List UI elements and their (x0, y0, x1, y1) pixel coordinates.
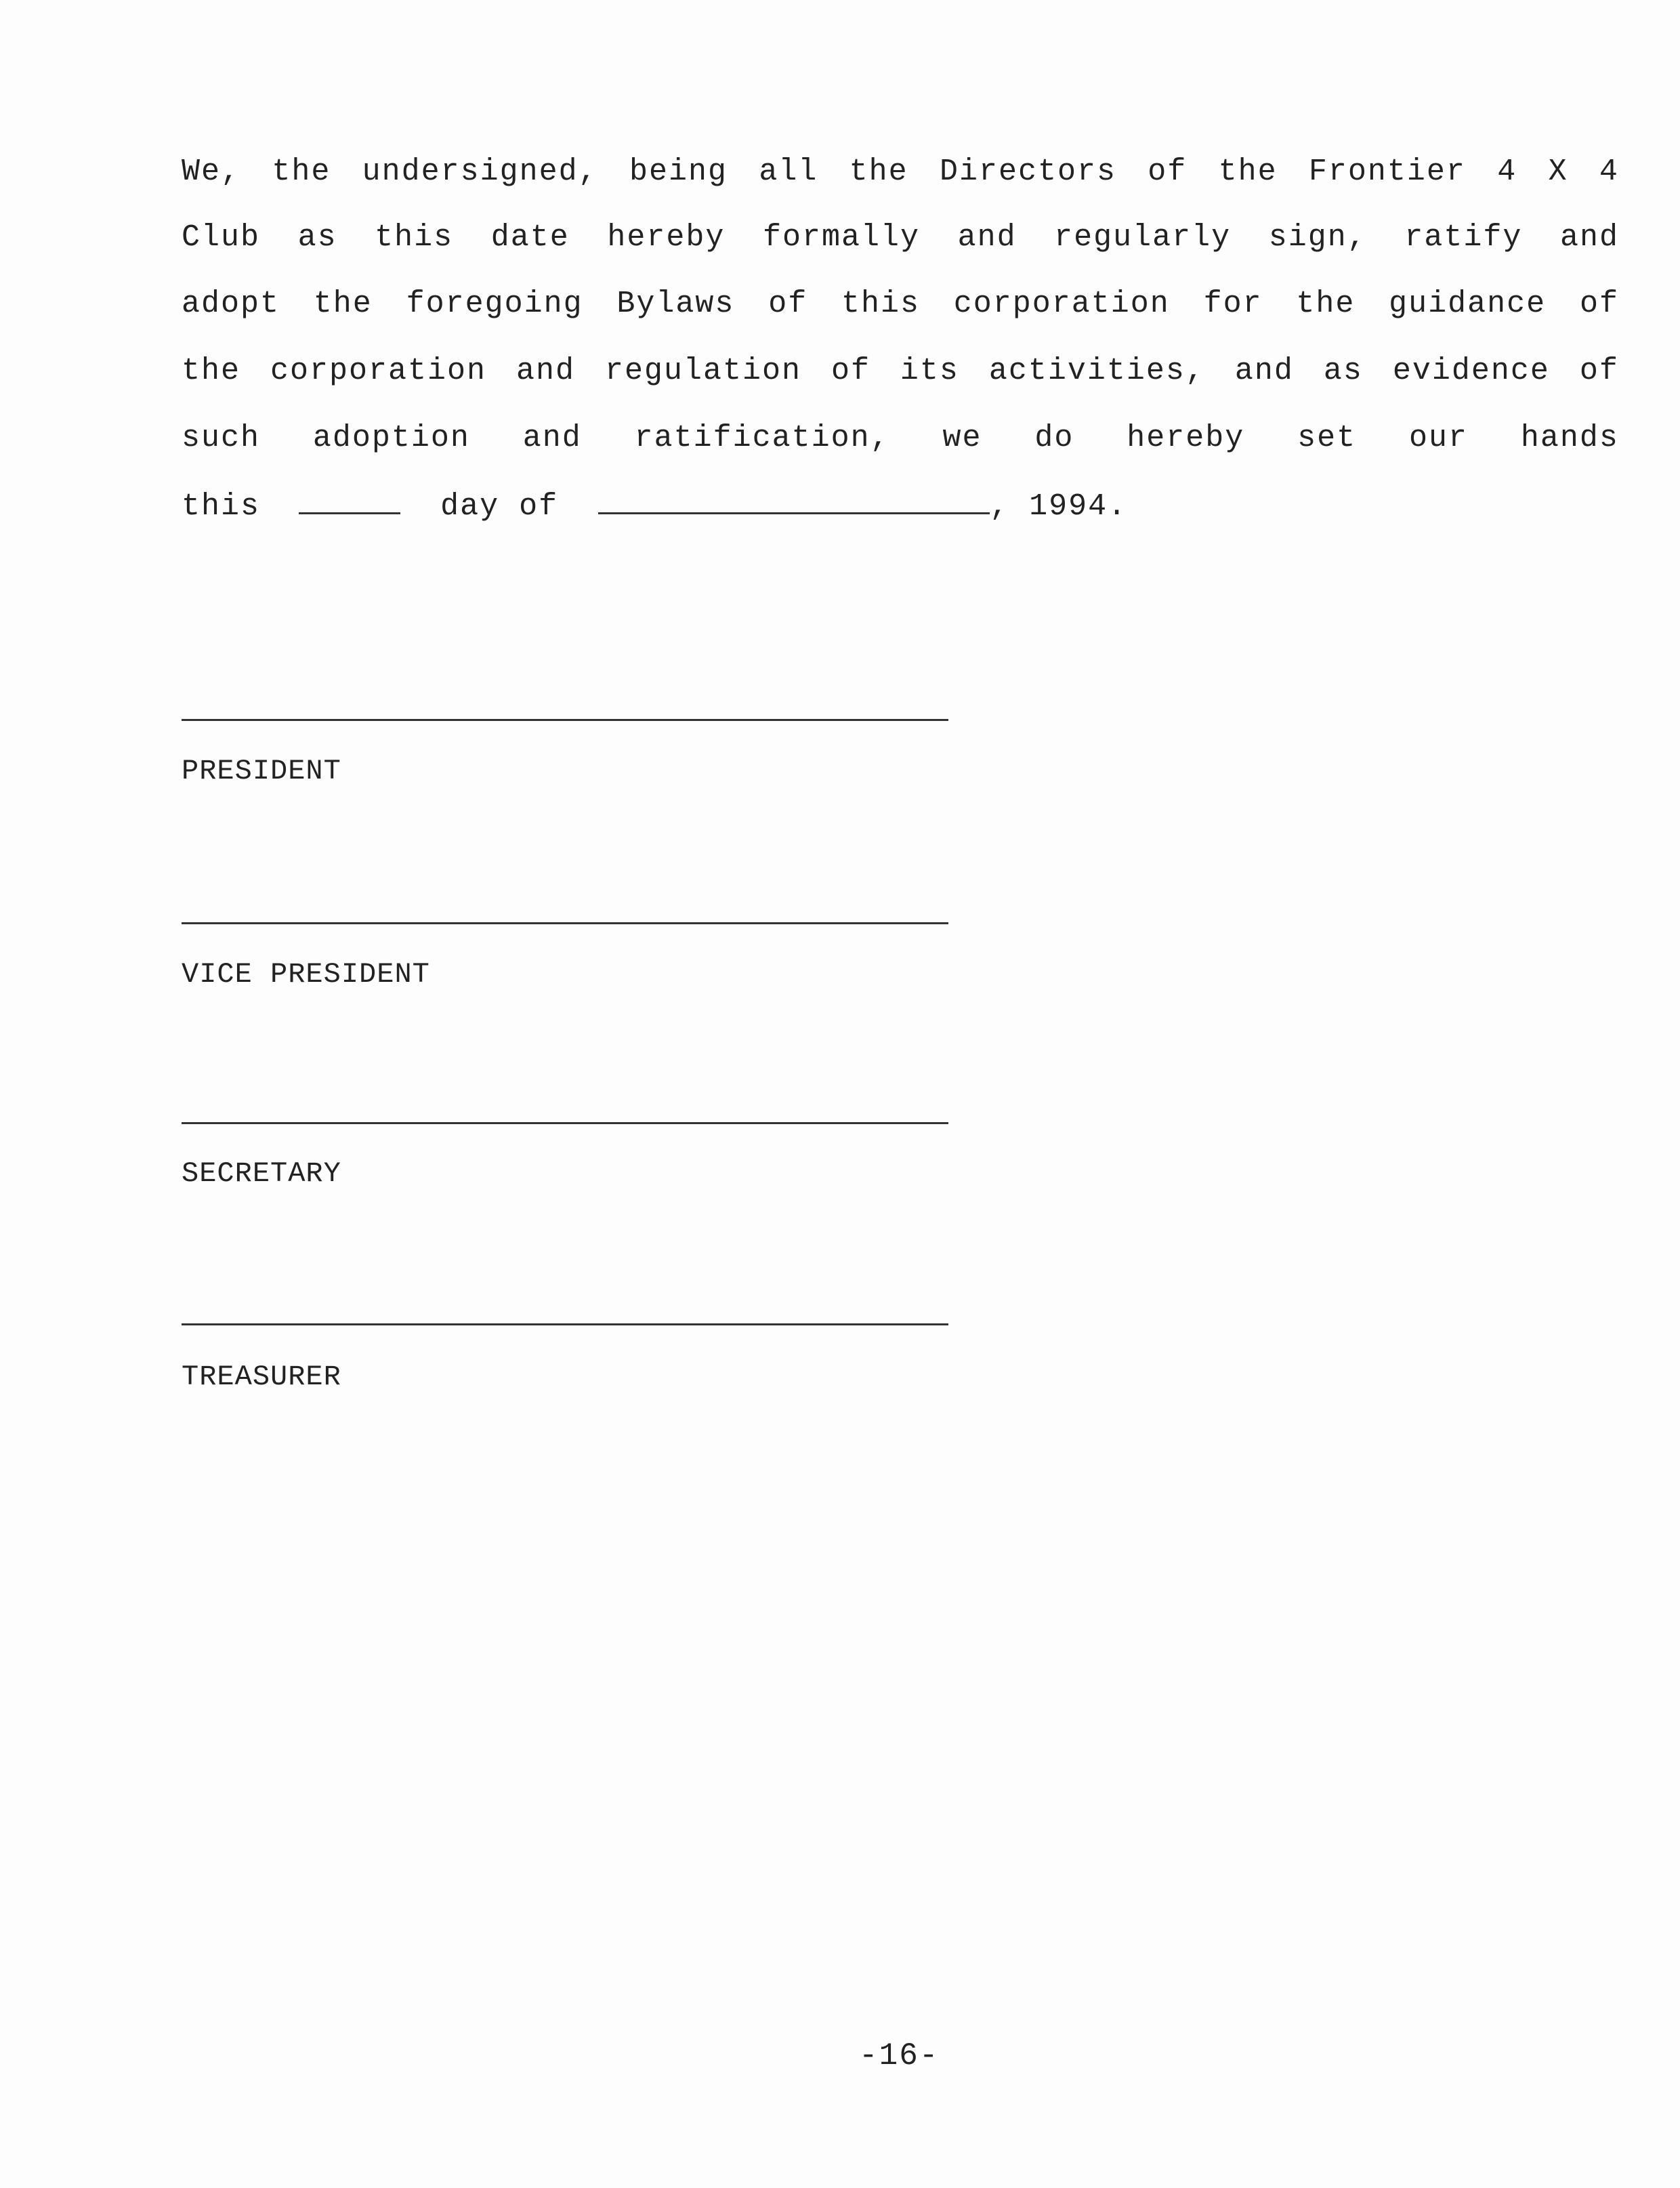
word: and (522, 421, 582, 455)
word: of (1579, 354, 1619, 388)
word: and (1234, 354, 1294, 388)
word: this (841, 287, 920, 321)
paragraph-line-5 (182, 419, 1619, 457)
word: of (831, 354, 870, 388)
word: our (1408, 421, 1468, 455)
word: as (1323, 354, 1363, 388)
word: being (629, 154, 728, 189)
president-signature-line (182, 719, 948, 721)
word: we (942, 421, 982, 455)
word: formally (762, 220, 920, 255)
word: sign, (1268, 220, 1367, 255)
month-blank-line (598, 485, 990, 514)
word: all (759, 154, 818, 189)
word: hereby (607, 220, 726, 255)
word: ratification, (634, 421, 890, 455)
word: corporation (270, 354, 487, 388)
word: as (297, 220, 337, 255)
word: We, (182, 154, 241, 189)
word: and (957, 220, 1017, 255)
president-title: PRESIDENT (182, 755, 341, 787)
day-blank-line (299, 485, 400, 514)
word: adopt (182, 287, 280, 321)
word: regulation (604, 354, 801, 388)
word: this (375, 220, 454, 255)
word: 4 (1599, 154, 1619, 189)
word: hereby (1127, 421, 1245, 455)
word: regularly (1054, 220, 1232, 255)
word: the (272, 154, 331, 189)
word: its (900, 354, 959, 388)
paragraph-line-4 (182, 352, 1619, 390)
word: the (313, 287, 373, 321)
vice-president-signature-line (182, 922, 948, 924)
word: the (182, 354, 241, 388)
word: activities, (988, 354, 1205, 388)
word: this (182, 489, 261, 524)
year-text: , 1994. (990, 489, 1128, 524)
word: the (1296, 287, 1356, 321)
word: for (1203, 287, 1263, 321)
word: of (1579, 287, 1619, 321)
paragraph-line-2 (182, 219, 1619, 257)
word: of (768, 287, 808, 321)
treasurer-signature-line (182, 1323, 948, 1325)
word: 4 (1497, 154, 1517, 189)
word: Club (182, 220, 261, 255)
word: Bylaws (616, 287, 735, 321)
secretary-title: SECRETARY (182, 1157, 341, 1190)
word: and (1559, 220, 1619, 255)
word: Directors (939, 154, 1116, 189)
word: corporation (953, 287, 1170, 321)
word: date (490, 220, 570, 255)
word: undersigned, (362, 154, 598, 189)
word: and (516, 354, 575, 388)
word: X (1548, 154, 1568, 189)
secretary-signature-line (182, 1122, 948, 1124)
treasurer-title: TREASURER (182, 1361, 341, 1393)
word: evidence (1392, 354, 1550, 388)
paragraph-line-6 (182, 485, 1127, 526)
word: ratify (1404, 220, 1523, 255)
paragraph-line-1 (182, 153, 1619, 191)
word: the (849, 154, 908, 189)
word: guidance (1389, 287, 1547, 321)
word: of (1148, 154, 1188, 189)
word: foregoing (406, 287, 583, 321)
word: do (1034, 421, 1074, 455)
vice-president-title: VICE PRESIDENT (182, 958, 430, 991)
word: hands (1520, 421, 1619, 455)
word: such (182, 421, 261, 455)
word: set (1297, 421, 1357, 455)
word: Frontier (1308, 154, 1466, 189)
paragraph-line-3 (182, 285, 1619, 323)
page-number: -16- (859, 2038, 940, 2073)
word: day of (440, 489, 559, 524)
word: adoption (312, 421, 470, 455)
word: the (1218, 154, 1278, 189)
